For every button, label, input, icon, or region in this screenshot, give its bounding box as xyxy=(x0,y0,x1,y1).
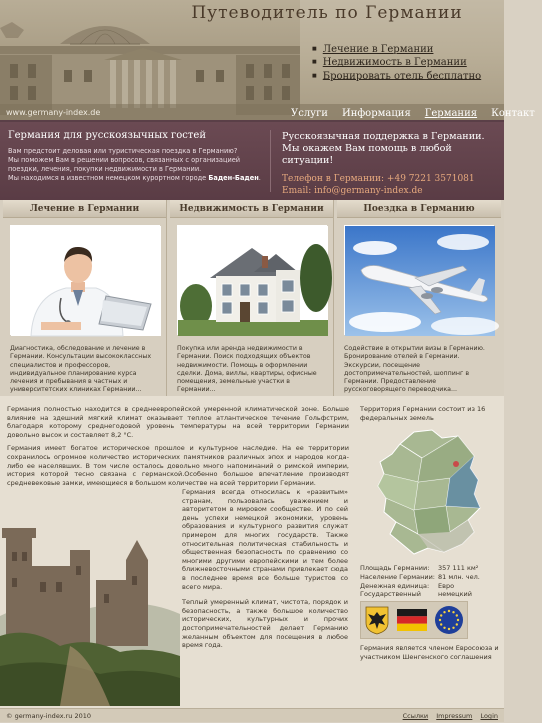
footer-link-login[interactable]: Login xyxy=(480,712,498,720)
service-card-text: Диагностика, обследование и лечение в Германии. Консультации высококлассных специалистов и профессоров, индивидуальное планирование курса лечения и пребывания в частных и университетских клиниках Германии... xyxy=(10,345,152,394)
mid-text xyxy=(182,488,348,657)
copyright: © germany-index.ru 2010 xyxy=(6,712,92,720)
promo-divider xyxy=(270,130,271,192)
nav-information[interactable]: Информация xyxy=(341,108,411,119)
fact-label: Население Германии: xyxy=(360,572,436,581)
promo-headline-2: Мы окажем Вам помощь в любой ситуации! xyxy=(282,143,452,166)
nav-germany[interactable]: Германия xyxy=(424,108,478,119)
germany-flag-icon xyxy=(397,609,427,631)
quick-link-realestate-link[interactable]: Недвижимость в Германии xyxy=(322,57,467,68)
footer-link-impressum[interactable]: Impressum xyxy=(436,712,473,720)
states-caption: Территория Германии состоит из 16 федеральных земель xyxy=(360,405,486,422)
germany-facts-sidebar xyxy=(354,396,504,710)
emblems-box xyxy=(360,601,468,639)
airplane-photo[interactable] xyxy=(344,225,494,335)
fact-value: немецкий xyxy=(438,590,472,599)
fact-row xyxy=(360,582,500,591)
service-card-title[interactable]: Поездка в Германию xyxy=(337,200,501,218)
promo-left xyxy=(8,130,263,183)
promo-text: Вам предстоит деловая или туристическая поездка в Германию? Мы поможем Вам в решении вопросов, связанных с организацией поездки, лечения, покупки недвижимости в Германии. Мы находимся в известном немецком курортном городе Баден-Баден. xyxy=(8,147,261,182)
service-card-title[interactable]: Лечение в Германии xyxy=(3,200,166,218)
doctor-photo[interactable] xyxy=(10,225,160,335)
castle-photo xyxy=(0,496,180,706)
service-card-realestate[interactable] xyxy=(170,200,334,396)
intro-paragraph-1: Германия полностью находится в среднеевропейской умеренной климатической зоне. Больше влияние на здешний мягкий климат оказывает теплое атлантическое течение Гольфстрим, благодаря которому среднегодовой уровень температуры на всей территории Германии довольно высок и составляет 8,2 °C. xyxy=(7,405,349,439)
fact-value: Евро xyxy=(438,581,455,590)
service-card-text: Покупка или аренда недвижимости в Германии. Поиск подходящих объектов недвижимости. Помощь в оформлении сделки. Дома, виллы, квартиры, офисные помещения, земельные участки в Германии... xyxy=(177,345,317,394)
germany-map[interactable] xyxy=(370,428,490,556)
footer-links xyxy=(397,709,498,723)
quick-link-hotel-link[interactable]: Бронировать отель бесплатно xyxy=(322,70,482,82)
service-card-treatment[interactable] xyxy=(3,200,167,396)
promo-city: Баден-Баден xyxy=(208,174,259,182)
site-title: Путеводитель по Германии xyxy=(191,3,463,23)
fact-row xyxy=(360,573,500,582)
promo-right xyxy=(282,131,502,197)
footer-link-links[interactable]: Ссылки xyxy=(402,712,429,720)
promo-title: Германия для русскоязычных гостей xyxy=(8,130,207,141)
site-url: www.germany-index.de xyxy=(6,108,101,117)
site-header xyxy=(0,0,535,122)
promo-headline-1: Русскоязычная поддержка в Германии. xyxy=(282,131,485,142)
site-footer xyxy=(0,708,504,722)
quick-link-treatment-link[interactable]: Лечение в Германии xyxy=(322,43,434,55)
nav-services[interactable]: Услуги xyxy=(291,108,328,119)
service-card-text: Содействие в открытии визы в Германию. Бронирование отелей в Германии. Экскурсии, посещение достопримечательностей, шоппинг в Германии. Предоставление русскоговорящего переводчика... xyxy=(344,345,485,394)
fact-value: 81 млн. чел. xyxy=(438,572,480,581)
service-card-travel[interactable] xyxy=(337,200,501,396)
main-content xyxy=(0,396,504,710)
promo-phone: Телефон в Германии: +49 7221 3571081 xyxy=(282,174,475,184)
fact-value: 357 111 км² xyxy=(438,564,479,572)
quick-link-treatment xyxy=(312,43,481,56)
quick-link-realestate xyxy=(312,56,481,69)
promo-line-2: Мы поможем Вам в решении вопросов, связанных с организацией xyxy=(8,156,241,164)
promo-line-1: Вам предстоит деловая или туристическая поездка в Германию? xyxy=(8,147,238,155)
fact-label: Денежная единица: xyxy=(360,581,430,590)
house-photo[interactable] xyxy=(177,225,327,335)
fact-label: Площадь Германии: xyxy=(360,564,430,572)
services-row xyxy=(0,200,504,396)
mid-paragraph-2: Теплый умеренный климат, чистота, порядок и безопасность, а также большое количество исторических, культурных и прочих достопримечательностей делает Германию желанным объектом для посещения в любое время года. xyxy=(182,598,348,650)
fact-label: Государственный xyxy=(360,590,422,599)
fact-row xyxy=(360,564,500,573)
promo-line-3: поездки, лечения, покупки недвижимости в Германии. xyxy=(8,165,202,173)
quick-link-hotel xyxy=(312,70,481,83)
promo-email[interactable]: Email: info@germany-index.de xyxy=(282,186,423,196)
quick-links xyxy=(312,43,481,83)
eu-flag-icon xyxy=(434,605,464,635)
intro-paragraph-2: Германия имеет богатое историческое прошлое и культурное наследие. На ее территории сохранилось огромное количество исторических памятников различных эпох и народов когда-либо ее населявших. В том числе осталось довольно много напоминаний о римской империи, история которой тесно связана с германской.Особенно большое впечатление производят средневековые замки, имеющиеся в большом количестве на всей территории Германии. xyxy=(7,444,349,487)
mid-paragraph-1: Германия всегда относилась к «развитым» странам, пользовалась уважением и авторитетом в мировом сообществе. И по сей день успехи немецкой экономики, уровень образования и культурного развития служат примером для многих государств. Также относительная политическая стабильность и общественная безопасность по сравнению со многими другими европейскими и тем более ближневосточными странами привлекает сюда в последнее время все больше туристов со всего мира. xyxy=(182,488,348,591)
german-eagle-icon xyxy=(364,605,390,635)
promo-line-4: Мы находимся в известном немецком курортном городе xyxy=(8,174,207,182)
promo-band xyxy=(0,122,504,200)
service-card-title[interactable]: Недвижимость в Германии xyxy=(170,200,333,218)
eu-member-note: Германия является членом Евросоюза и участником Шенгенского соглашения xyxy=(360,644,499,661)
intro-text xyxy=(7,405,349,492)
nav-contact[interactable]: Контакт xyxy=(491,108,535,119)
